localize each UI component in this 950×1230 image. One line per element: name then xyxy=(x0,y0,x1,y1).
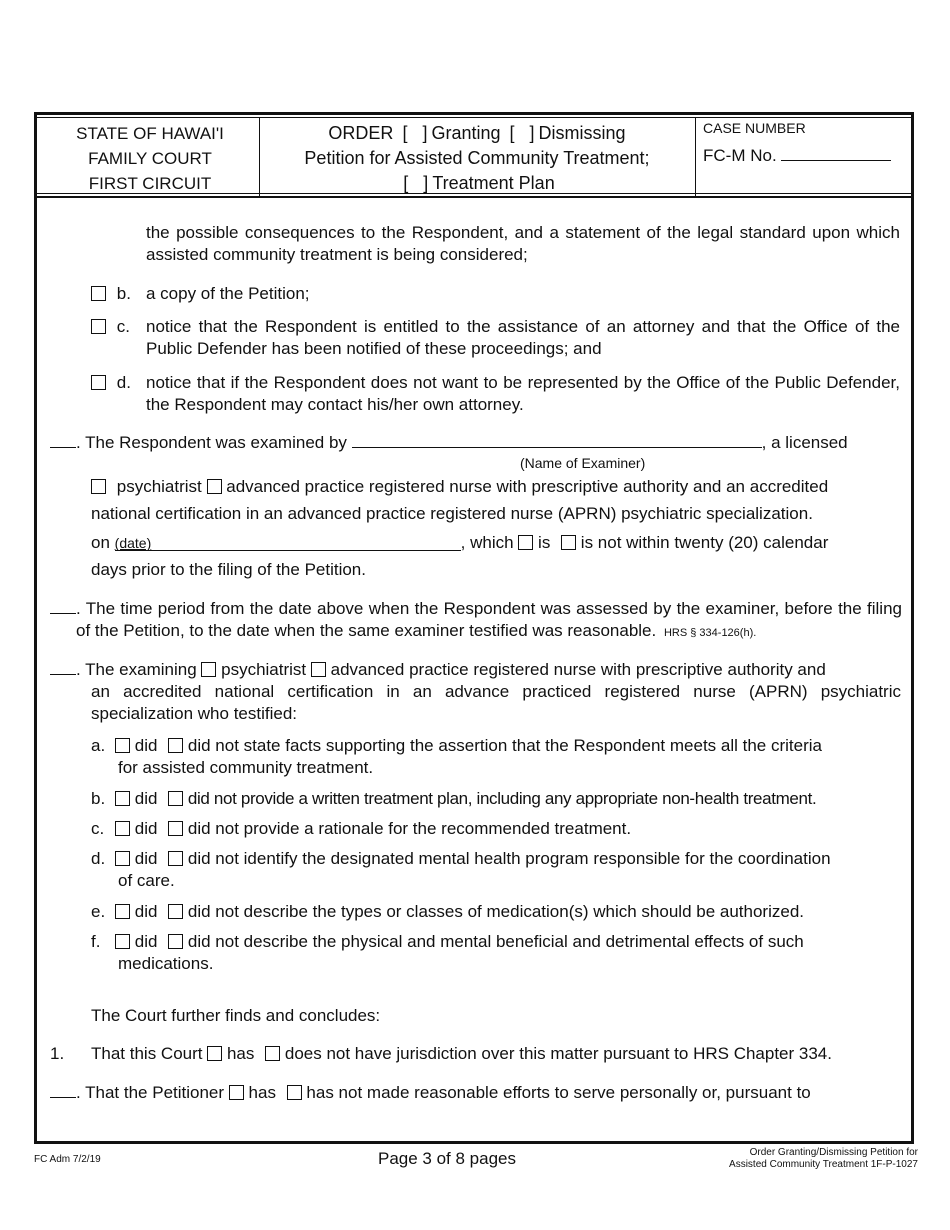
psychiatrist-label: psychiatrist xyxy=(116,477,202,496)
hrs-reference: HRS § 334-126(h). xyxy=(663,627,757,639)
finding-d-text: did not identify the designated mental health program responsible for the coordination xyxy=(187,849,831,868)
finding-d-label: d. xyxy=(91,849,106,868)
examining-row xyxy=(50,659,826,681)
examining-psych-checkbox[interactable] xyxy=(201,662,216,677)
date-caption: (date) xyxy=(114,535,152,551)
item-b-label: b. xyxy=(116,284,131,303)
time-period-number-blank[interactable] xyxy=(50,613,76,614)
granting-bracket[interactable]: [ ] xyxy=(402,123,428,143)
court-block xyxy=(41,121,259,196)
footer-title-line2: Assisted Community Treatment 1F-P-1027 xyxy=(729,1159,918,1170)
petitioner-text: . That the Petitioner xyxy=(76,1083,225,1102)
licensed-text: , a licensed xyxy=(761,433,848,452)
finding-d-cont: of care. xyxy=(118,871,175,890)
petitioner-rest: has not made reasonable efforts to serve personally or, pursuant to xyxy=(306,1083,811,1102)
treatment-plan-label: Treatment Plan xyxy=(432,173,555,193)
finding-row-b xyxy=(91,788,816,810)
name-of-examiner-caption: (Name of Examiner) xyxy=(520,455,646,471)
footer-title-line1: Order Granting/Dismissing Petition for xyxy=(749,1147,918,1158)
header-bottom-rule xyxy=(37,193,911,194)
finding-a-did-checkbox[interactable] xyxy=(115,738,130,753)
petitioner-has: has xyxy=(248,1083,276,1102)
petitioner-number-blank[interactable] xyxy=(50,1097,76,1098)
case-number-label: CASE NUMBER xyxy=(703,120,806,136)
finding-e-did: did xyxy=(134,902,158,921)
order-title-block xyxy=(262,121,692,196)
case-no-field[interactable] xyxy=(781,160,891,161)
finding-c-didnot-checkbox[interactable] xyxy=(168,821,183,836)
finding-f-didnot-checkbox[interactable] xyxy=(168,934,183,949)
page-indicator: Page 3 of 8 pages xyxy=(378,1149,517,1168)
item-b-row xyxy=(91,283,131,305)
finding-d-did-checkbox[interactable] xyxy=(115,851,130,866)
petitioner-row xyxy=(50,1082,811,1104)
jurisdiction-has: has xyxy=(226,1044,255,1063)
item-c-checkbox[interactable] xyxy=(91,319,106,334)
examined-text: . The Respondent was examined by xyxy=(76,433,347,452)
case-number-block xyxy=(703,118,913,166)
on-label: on xyxy=(91,533,110,552)
finding-e-didnot-checkbox[interactable] xyxy=(168,904,183,919)
examined-number-blank[interactable] xyxy=(50,447,76,448)
finding-c-did: did xyxy=(134,819,158,838)
time-period-text: . The time period from the date above when the Respondent was assessed by the examiner, before the filing of the Petition, to the date when the same examiner testified was reasonable. xyxy=(76,599,902,640)
dismissing-label: Dismissing xyxy=(538,123,626,143)
further-findings-heading: The Court further finds and concludes: xyxy=(91,1006,381,1025)
examining-rest: an accredited national certification in an advance practiced registered nurse (APRN) psychiatric specialization who testified: xyxy=(91,682,901,723)
finding-a-text: did not state facts supporting the assertion that the Respondent meets all the criteria xyxy=(187,736,822,755)
finding-e-text: did not describe the types or classes of medication(s) which should be authorized. xyxy=(187,902,804,921)
finding-a-cont: for assisted community treatment. xyxy=(118,758,374,777)
finding-f-did: did xyxy=(134,932,158,951)
finding-d-didnot-checkbox[interactable] xyxy=(168,851,183,866)
finding-a-didnot-checkbox[interactable] xyxy=(168,738,183,753)
examining-number-blank[interactable] xyxy=(50,674,76,675)
header-divider-right xyxy=(695,118,696,196)
footer-title xyxy=(729,1147,918,1171)
item-d-text: notice that if the Respondent does not want to be represented by the Office of the Public Defender, the Respondent may contact his/her own attorney. xyxy=(146,373,900,414)
finding-row-c xyxy=(91,818,631,840)
finding-row-f xyxy=(91,931,804,953)
court-state: STATE OF HAWAI'I xyxy=(76,124,224,143)
finding-b-text: did not provide a written treatment plan, including any appropriate non-health treatment. xyxy=(187,789,817,808)
is-checkbox[interactable] xyxy=(518,535,533,550)
finding-c-label: c. xyxy=(91,819,105,838)
item-d-checkbox[interactable] xyxy=(91,375,106,390)
jurisdiction-text: That this Court xyxy=(91,1044,203,1063)
is-label: is xyxy=(538,533,551,552)
item-c-row xyxy=(91,316,130,338)
finding-e-label: e. xyxy=(91,902,106,921)
finding-a-did: did xyxy=(134,736,158,755)
order-word: ORDER xyxy=(328,123,394,143)
finding-f-cont: medications. xyxy=(118,954,214,973)
finding-e-did-checkbox[interactable] xyxy=(115,904,130,919)
aprn-text: advanced practice registered nurse with prescriptive authority and an accredited xyxy=(226,477,829,496)
court-name: FAMILY COURT xyxy=(88,149,212,168)
item-b-text: a copy of the Petition; xyxy=(146,284,310,303)
jurisdiction-has-checkbox[interactable] xyxy=(207,1046,222,1061)
finding-c-did-checkbox[interactable] xyxy=(115,821,130,836)
cont-paragraph: the possible consequences to the Respondent, and a statement of the legal standard upon which assisted community treatment is being considered; xyxy=(146,223,900,264)
days-prior-line: days prior to the filing of the Petition. xyxy=(91,560,366,579)
aprn-checkbox[interactable] xyxy=(207,479,222,494)
examining-text: . The examining xyxy=(76,660,197,679)
item-b-checkbox[interactable] xyxy=(91,286,106,301)
finding-b-didnot-checkbox[interactable] xyxy=(168,791,183,806)
time-period-paragraph xyxy=(76,598,902,644)
time-period-number xyxy=(50,598,76,620)
national-cert-line: national certification in an advanced practice registered nurse (APRN) psychiatric specialization. xyxy=(91,504,813,523)
psychiatrist-checkbox[interactable] xyxy=(91,479,106,494)
form-id: FC Adm 7/2/19 xyxy=(34,1154,101,1165)
jurisdiction-row xyxy=(91,1043,832,1065)
examiner-name-field[interactable] xyxy=(352,447,762,448)
petitioner-has-checkbox[interactable] xyxy=(229,1085,244,1100)
examiner-type-row xyxy=(91,476,828,498)
item-c-label: c. xyxy=(116,317,130,336)
item-c-text: notice that the Respondent is entitled to the assistance of an attorney and that the Office of the Public Defender has been notified of these proceedings; and xyxy=(146,317,900,358)
examining-psych-label: psychiatrist xyxy=(221,660,307,679)
is-not-text: is not within twenty (20) calendar xyxy=(580,533,829,552)
court-circuit: FIRST CIRCUIT xyxy=(88,174,212,193)
exam-date-field[interactable] xyxy=(115,532,461,551)
case-no-label: FC-M No. xyxy=(703,146,777,165)
item-d-label: d. xyxy=(116,373,131,392)
dismissing-bracket[interactable]: [ ] xyxy=(509,123,535,143)
finding-a-label: a. xyxy=(91,736,106,755)
finding-c-text: did not provide a rationale for the recommended treatment. xyxy=(187,819,632,838)
form-header xyxy=(34,112,914,198)
finding-b-did-checkbox[interactable] xyxy=(115,791,130,806)
finding-row-e xyxy=(91,901,804,923)
examined-row xyxy=(50,432,848,454)
examining-aprn-text: advanced practice registered nurse with prescriptive authority and xyxy=(330,660,826,679)
examining-aprn-checkbox[interactable] xyxy=(311,662,326,677)
finding-f-did-checkbox[interactable] xyxy=(115,934,130,949)
which-text: , which xyxy=(460,533,514,552)
petition-title: Petition for Assisted Community Treatment; xyxy=(304,148,650,168)
jurisdiction-number: 1. xyxy=(50,1044,65,1063)
finding-f-label: f. xyxy=(91,932,101,951)
finding-row-a xyxy=(91,735,822,757)
finding-d-did: did xyxy=(134,849,158,868)
finding-row-d xyxy=(91,848,831,870)
jurisdiction-rest: does not have jurisdiction over this matter pursuant to HRS Chapter 334. xyxy=(284,1044,832,1063)
petitioner-not-checkbox[interactable] xyxy=(287,1085,302,1100)
treatment-plan-bracket[interactable]: [ ] xyxy=(403,173,429,193)
finding-b-did: did xyxy=(134,789,158,808)
exam-date-row xyxy=(91,532,828,554)
jurisdiction-not-checkbox[interactable] xyxy=(265,1046,280,1061)
finding-b-label: b. xyxy=(91,789,106,808)
finding-f-text: did not describe the physical and mental beneficial and detrimental effects of such xyxy=(187,932,804,951)
header-divider-left xyxy=(259,118,260,196)
is-not-checkbox[interactable] xyxy=(561,535,576,550)
granting-label: Granting xyxy=(431,123,501,143)
item-d-row xyxy=(91,372,131,394)
